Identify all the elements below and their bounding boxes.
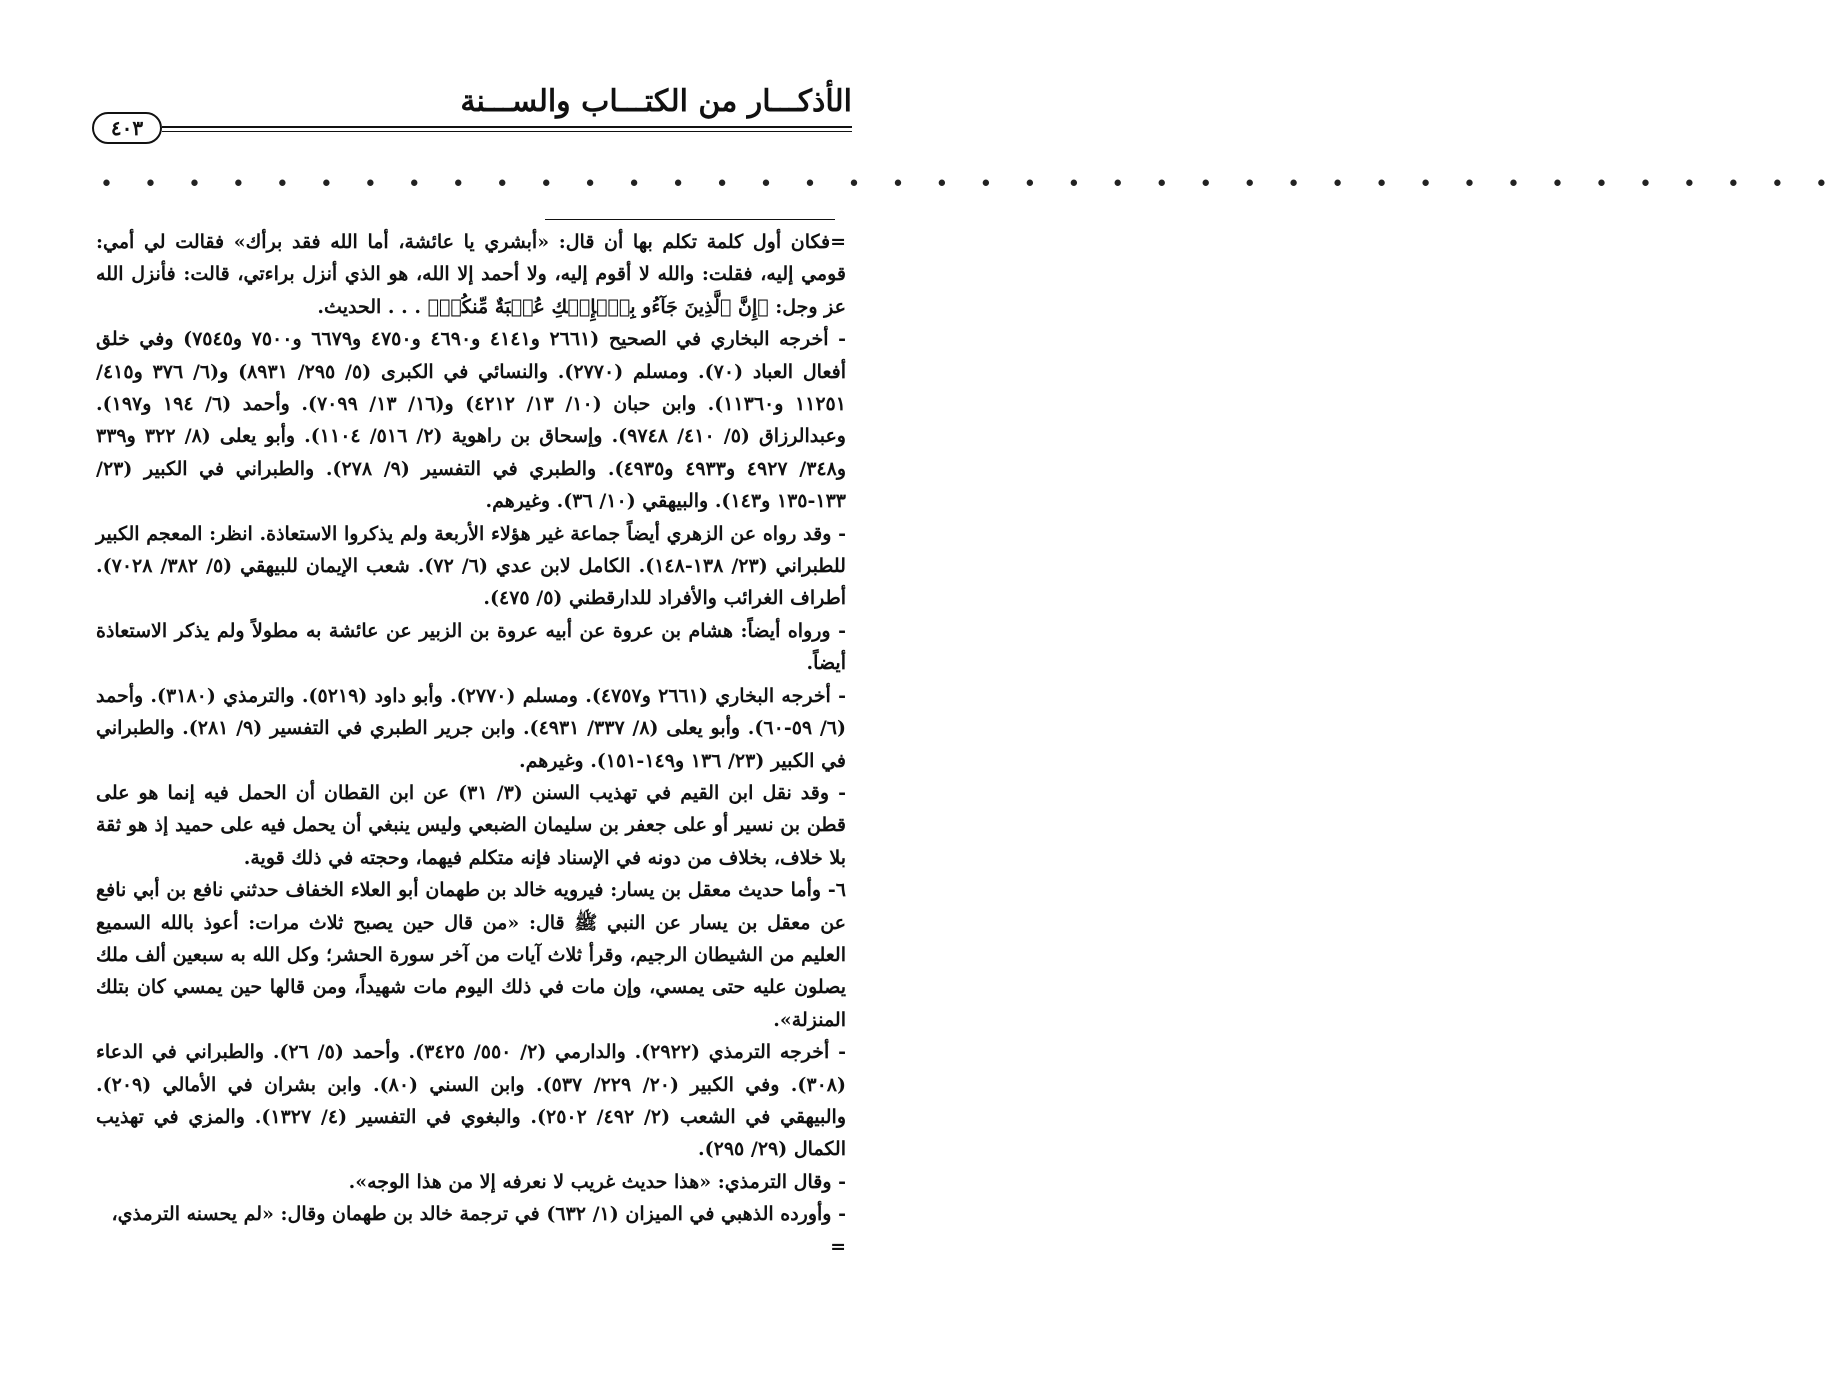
paragraph: - أخرجه البخاري في الصحيح (٢٦٦١ و٤١٤١ و٤٦٩٠ و٤٧٥٠ و٦٦٧٩ و٧٥٠٠ و٧٥٤٥) وفي خلق أفعال العباد (٧٠). ومسلم (٢٧٧٠). والنسائي في الكبرى (٥/ ٢٩٥/ ٨٩٣١) و(٦/ ٣٧٦ و٤١٥/ ١١٢٥١ و١١٣٦٠). وابن حبان (١٠/ ١٣/ ٤٢١٢) و(١٦/ ١٣/ ٧٠٩٩). وأحمد (٦/ ١٩٤ و١٩٧). وعبدالرزاق (٥/ ٤١٠/ ٩٧٤٨). وإسحاق بن راهوية (٢/ ٥١٦/ ١١٠٤). وأبو يعلى (٨/ ٣٢٢ و٣٣٩ و٣٤٨/ ٤٩٢٧ و٤٩٣٣ و٤٩٣٥). والطبري في التفسير (٩/ ٢٧٨). والطبراني في الكبير (٢٣/ ١٣٣-١٣٥ و١٤٣). والبيهقي (١٠/ ٣٦). وغيرهم.: [96, 328, 847, 513]
paragraph: - وأورده الذهبي في الميزان (١/ ٦٣٢) في ترجمة خالد بن طهمان وقال: «لم يحسنه الترمذي، =: [111, 1203, 846, 1258]
header-rule-thin: [162, 131, 852, 132]
page-header: [92, 84, 852, 144]
page-number: ٤٠٣: [92, 112, 162, 144]
dotted-separator: • • • • • • • • • • • • • • • • • • • • • • • • • • • • • • • • • • • • • • • •: [100, 172, 1840, 197]
footnote-rule: [545, 219, 835, 220]
paragraph: - وقد نقل ابن القيم في تهذيب السنن (٣/ ٣١) عن ابن القطان أن الحمل فيه إنما هو على قطن بن نسير أو على جعفر بن سليمان الضبعي وليس ينبغي أن يحمل فيه على حميد إذ هو ثقة بلا خلاف، بخلاف من دونه في الإسناد فإنه متكلم فيهما، وحجته في ذلك قوية.: [96, 781, 847, 869]
paragraph: - أخرجه البخاري (٢٦٦١ و٤٧٥٧). ومسلم (٢٧٧٠). وأبو داود (٥٢١٩). والترمذي (٣١٨٠). وأحمد (٦/ ٥٩-٦٠). وأبو يعلى (٨/ ٣٣٧/ ٤٩٣١). وابن جرير الطبري في التفسير (٩/ ٢٨١). والطبراني في الكبير (٢٣/ ١٣٦ و١٤٩-١٥١). وغيرهم.: [96, 684, 847, 772]
book-title: الأذكـــار من الكتـــاب والســـنة: [460, 84, 852, 119]
paragraph: ٦- وأما حديث معقل بن يسار: فيرويه خالد بن طهمان أبو العلاء الخفاف حدثني نافع بن أبي نافع عن معقل بن يسار عن النبي ﷺ قال: «من قال حين يصبح ثلاث مرات: أعوذ بالله السميع العليم من الشيطان الرجيم، وقرأ ثلاث آيات من آخر سورة الحشر؛ وكل الله به سبعين ألف ملك يصلون عليه حتى يمسي، وإن مات في ذلك اليوم مات شهيداً، ومن قالها حين يمسي كان بتلك المنزلة».: [96, 879, 846, 1031]
paragraph: - ورواه أيضاً: هشام بن عروة عن أبيه عروة بن الزبير عن عائشة به مطولاً ولم يذكر الاستعاذة أيضاً.: [96, 619, 846, 675]
paragraph: =فكان أول كلمة تكلم بها أن قال: «أبشري يا عائشة، أما الله فقد برأك» فقالت لي أمي: قومي إليه، فقلت: والله لا أقوم إليه، ولا أحمد إلا الله، هو الذي أنزل براءتي، قالت: فأنزل الله عز وجل: ﴿إِنَّ ٱلَّذِينَ جَآءُو بِٱلۡإِفۡكِ عُصۡبَةٌ مِّنكُمۡ﴾ . . . الحديث.: [96, 231, 846, 318]
footnote-text: [96, 226, 846, 1263]
paragraph: - وقد رواه عن الزهري أيضاً جماعة غير هؤلاء الأربعة ولم يذكروا الاستعاذة. انظر: المعجم الكبير للطبراني (٢٣/ ١٣٨-١٤٨). الكامل لابن عدي (٦/ ٧٢). شعب الإيمان للبيهقي (٥/ ٣٨٢/ ٧٠٢٨). أطراف الغرائب والأفراد للدارقطني (٥/ ٤٧٥).: [96, 522, 846, 610]
paragraph: - أخرجه الترمذي (٢٩٢٢). والدارمي (٢/ ٥٥٠/ ٣٤٢٥). وأحمد (٥/ ٢٦). والطبراني في الدعاء (٣٠٨). وفي الكبير (٢٠/ ٢٢٩/ ٥٣٧). وابن السني (٨٠). وابن بشران في الأمالي (٢٠٩). والبيهقي في الشعب (٢/ ٤٩٢/ ٢٥٠٢). والبغوي في التفسير (٤/ ١٣٢٧). والمزي في تهذيب الكمال (٢٩/ ٢٩٥).: [96, 1041, 847, 1161]
header-rule: [162, 126, 852, 128]
paragraph: - وقال الترمذي: «هذا حديث غريب لا نعرفه إلا من هذا الوجه».: [348, 1170, 846, 1193]
